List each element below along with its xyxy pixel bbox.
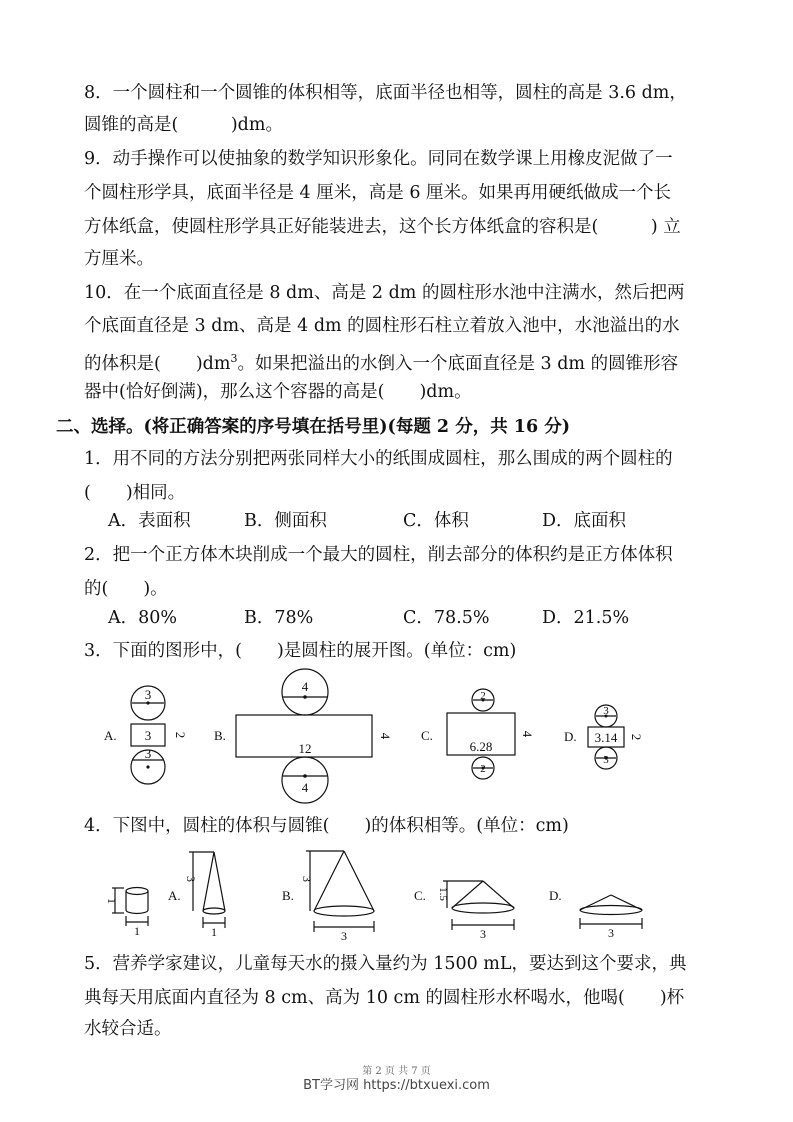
q3-b-circle-label: 4 — [301, 679, 309, 694]
q3-d-circle-label: 3 — [603, 705, 609, 717]
c2-option-b: B．78% — [244, 608, 314, 628]
q4-a-right-side — [214, 852, 225, 911]
q4-cyl-h-label: 1 — [105, 898, 119, 904]
q3-b-letter: B. — [214, 728, 226, 743]
q4-cone-d — [580, 895, 642, 929]
c1-option-d: D．底面积 — [542, 511, 627, 531]
q4-d-base — [580, 906, 642, 915]
c5-line2: 典每天用底面内直径为 8 cm、高为 10 cm 的圆柱形水杯喝水，他喝( )杯 — [84, 988, 685, 1008]
q3-b-bottom-circle-label: 4 — [301, 780, 309, 795]
q4-a-d-label: 1 — [211, 925, 217, 939]
q9-line1: 9．动手操作可以使抽象的数学知识形象化。同同在数学课上用橡皮泥做了一 — [84, 149, 673, 169]
q4-b-base — [314, 906, 374, 916]
q8-line2: 圆锥的高是( )dm。 — [84, 115, 283, 135]
q3-d-rect-label: 3.14 — [594, 730, 618, 745]
c1-option-a: A．表面积 — [108, 511, 191, 531]
q9-line2: 个圆柱形学具，底面半径是 4 厘米，高是 6 厘米。如果再用硬纸做成一个长 — [84, 183, 672, 203]
c5-line3: 水较合适。 — [84, 1019, 172, 1039]
q8-line1: 8．一个圆柱和一个圆锥的体积相等，底面半径也相等，圆柱的高是 3.6 dm， — [84, 83, 687, 103]
q4-a-base — [203, 908, 225, 914]
q4-b-left-side — [314, 851, 344, 911]
q10-line2: 个底面直径是 3 dm、高是 4 dm 的圆柱形石柱立着放入池中，水池溢出的水 — [84, 316, 680, 336]
q10-line4: 器中(恰好倒满)，那么这个容器的高是( )dm。 — [84, 382, 472, 402]
c2-option-c: C．78.5% — [403, 608, 490, 628]
q3-c-letter: C. — [421, 728, 433, 743]
q3-b-rect-label: 12 — [298, 741, 312, 756]
q3-c-circle-label: 2 — [480, 690, 486, 702]
q4-b-d-label: 3 — [341, 929, 347, 943]
c3-line1: 3．下面的图形中，( )是圆柱的展开图。(单位：cm) — [84, 641, 517, 661]
c2-option-d: D．21.5% — [542, 608, 630, 628]
q4-a-left-side — [203, 852, 214, 911]
q3-c-rect-label: 6.28 — [469, 739, 493, 754]
q3-a-circle-label: 3 — [144, 687, 152, 702]
q4-c-base — [452, 903, 514, 913]
q4-cyl-d-label: 1 — [134, 924, 140, 938]
q4-d-d-label: 3 — [608, 926, 614, 940]
q3-d-letter: D. — [564, 729, 577, 744]
q3-a-rect-label: 3 — [144, 728, 152, 743]
c5-line1: 5．营养学家建议，儿童每天水的摄入量约为 1500 mL，要达到这个要求，典 — [84, 954, 687, 974]
q3-c-side-label: 4 — [520, 730, 535, 738]
q3-b-side-label: 4 — [378, 732, 393, 740]
q9-line3: 方体纸盒，使圆柱形学具正好能装进去，这个长方体纸盒的容积是( ) 立 — [84, 217, 681, 237]
section2-title: 二、选择。(将正确答案的序号填在括号里)(每题 2 分，共 16 分) — [56, 417, 571, 437]
q4-cone-a — [189, 852, 225, 928]
q4-c-letter: C. — [414, 888, 426, 903]
q3-a-side-label: 2 — [173, 731, 188, 739]
q4-d-letter: D. — [549, 888, 562, 903]
q4-cone-b — [306, 851, 374, 932]
q10-cube-superscript: 3 — [230, 352, 238, 365]
c1-option-c: C．体积 — [403, 511, 469, 531]
q4-b-letter: B. — [282, 888, 294, 903]
q4-cone-c — [443, 881, 514, 930]
q3-a-bottom-center — [146, 765, 149, 768]
c2-line2: 的( )。 — [84, 579, 168, 599]
q10-line3-a: 的体积是( )dm — [84, 353, 231, 374]
q3-b-top-center — [303, 695, 307, 699]
q4-a-h-label: 3 — [184, 876, 198, 882]
q3-d-side-label: 2 — [629, 733, 644, 741]
q4-b-right-side — [344, 851, 374, 911]
q3-a-bottom-circle-label: 3 — [144, 746, 152, 761]
c2-line1: 2．把一个正方体木块削成一个最大的圆柱，削去部分的体积约是正方体体积 — [84, 545, 673, 565]
q4-cyl-bottom — [126, 910, 148, 914]
q3-d-bottom-circle-label: 3 — [603, 754, 609, 766]
q9-line4: 方厘米。 — [84, 249, 154, 269]
c1-option-b: B．侧面积 — [244, 511, 327, 531]
c1-line2: ( )相同。 — [84, 483, 186, 503]
q4-c-h-label: 1.5 — [437, 887, 449, 901]
q3-b-bottom-center — [303, 774, 307, 778]
q4-b-h-label: 3 — [300, 876, 314, 882]
q4-a-letter: A. — [168, 888, 181, 903]
c1-line1: 1．用不同的方法分别把两张同样大小的纸围成圆柱，那么围成的两个圆柱的 — [84, 449, 673, 469]
q3-c-bottom-circle-label: 2 — [480, 763, 486, 775]
watermark: BT学习网 https://btxuexi.com — [303, 1078, 490, 1093]
q4-cylinder — [112, 888, 148, 927]
q4-c-d-label: 3 — [480, 927, 486, 941]
q3-a-letter: A. — [104, 728, 117, 743]
page-number: 第 2 页 共 7 页 — [362, 1066, 431, 1077]
q10-line1: 10．在一个底面直径是 8 dm、高是 2 dm 的圆柱形水池中注满水，然后把两 — [84, 283, 685, 303]
c2-option-a: A．80% — [108, 608, 178, 628]
q4-cyl-top — [126, 888, 148, 895]
q10-line3-b: 。如果把溢出的水倒入一个底面直径是 3 dm 的圆锥形容 — [237, 353, 679, 374]
c4-line1: 4．下图中，圆柱的体积与圆锥( )的体积相等。(单位：cm) — [84, 816, 569, 836]
